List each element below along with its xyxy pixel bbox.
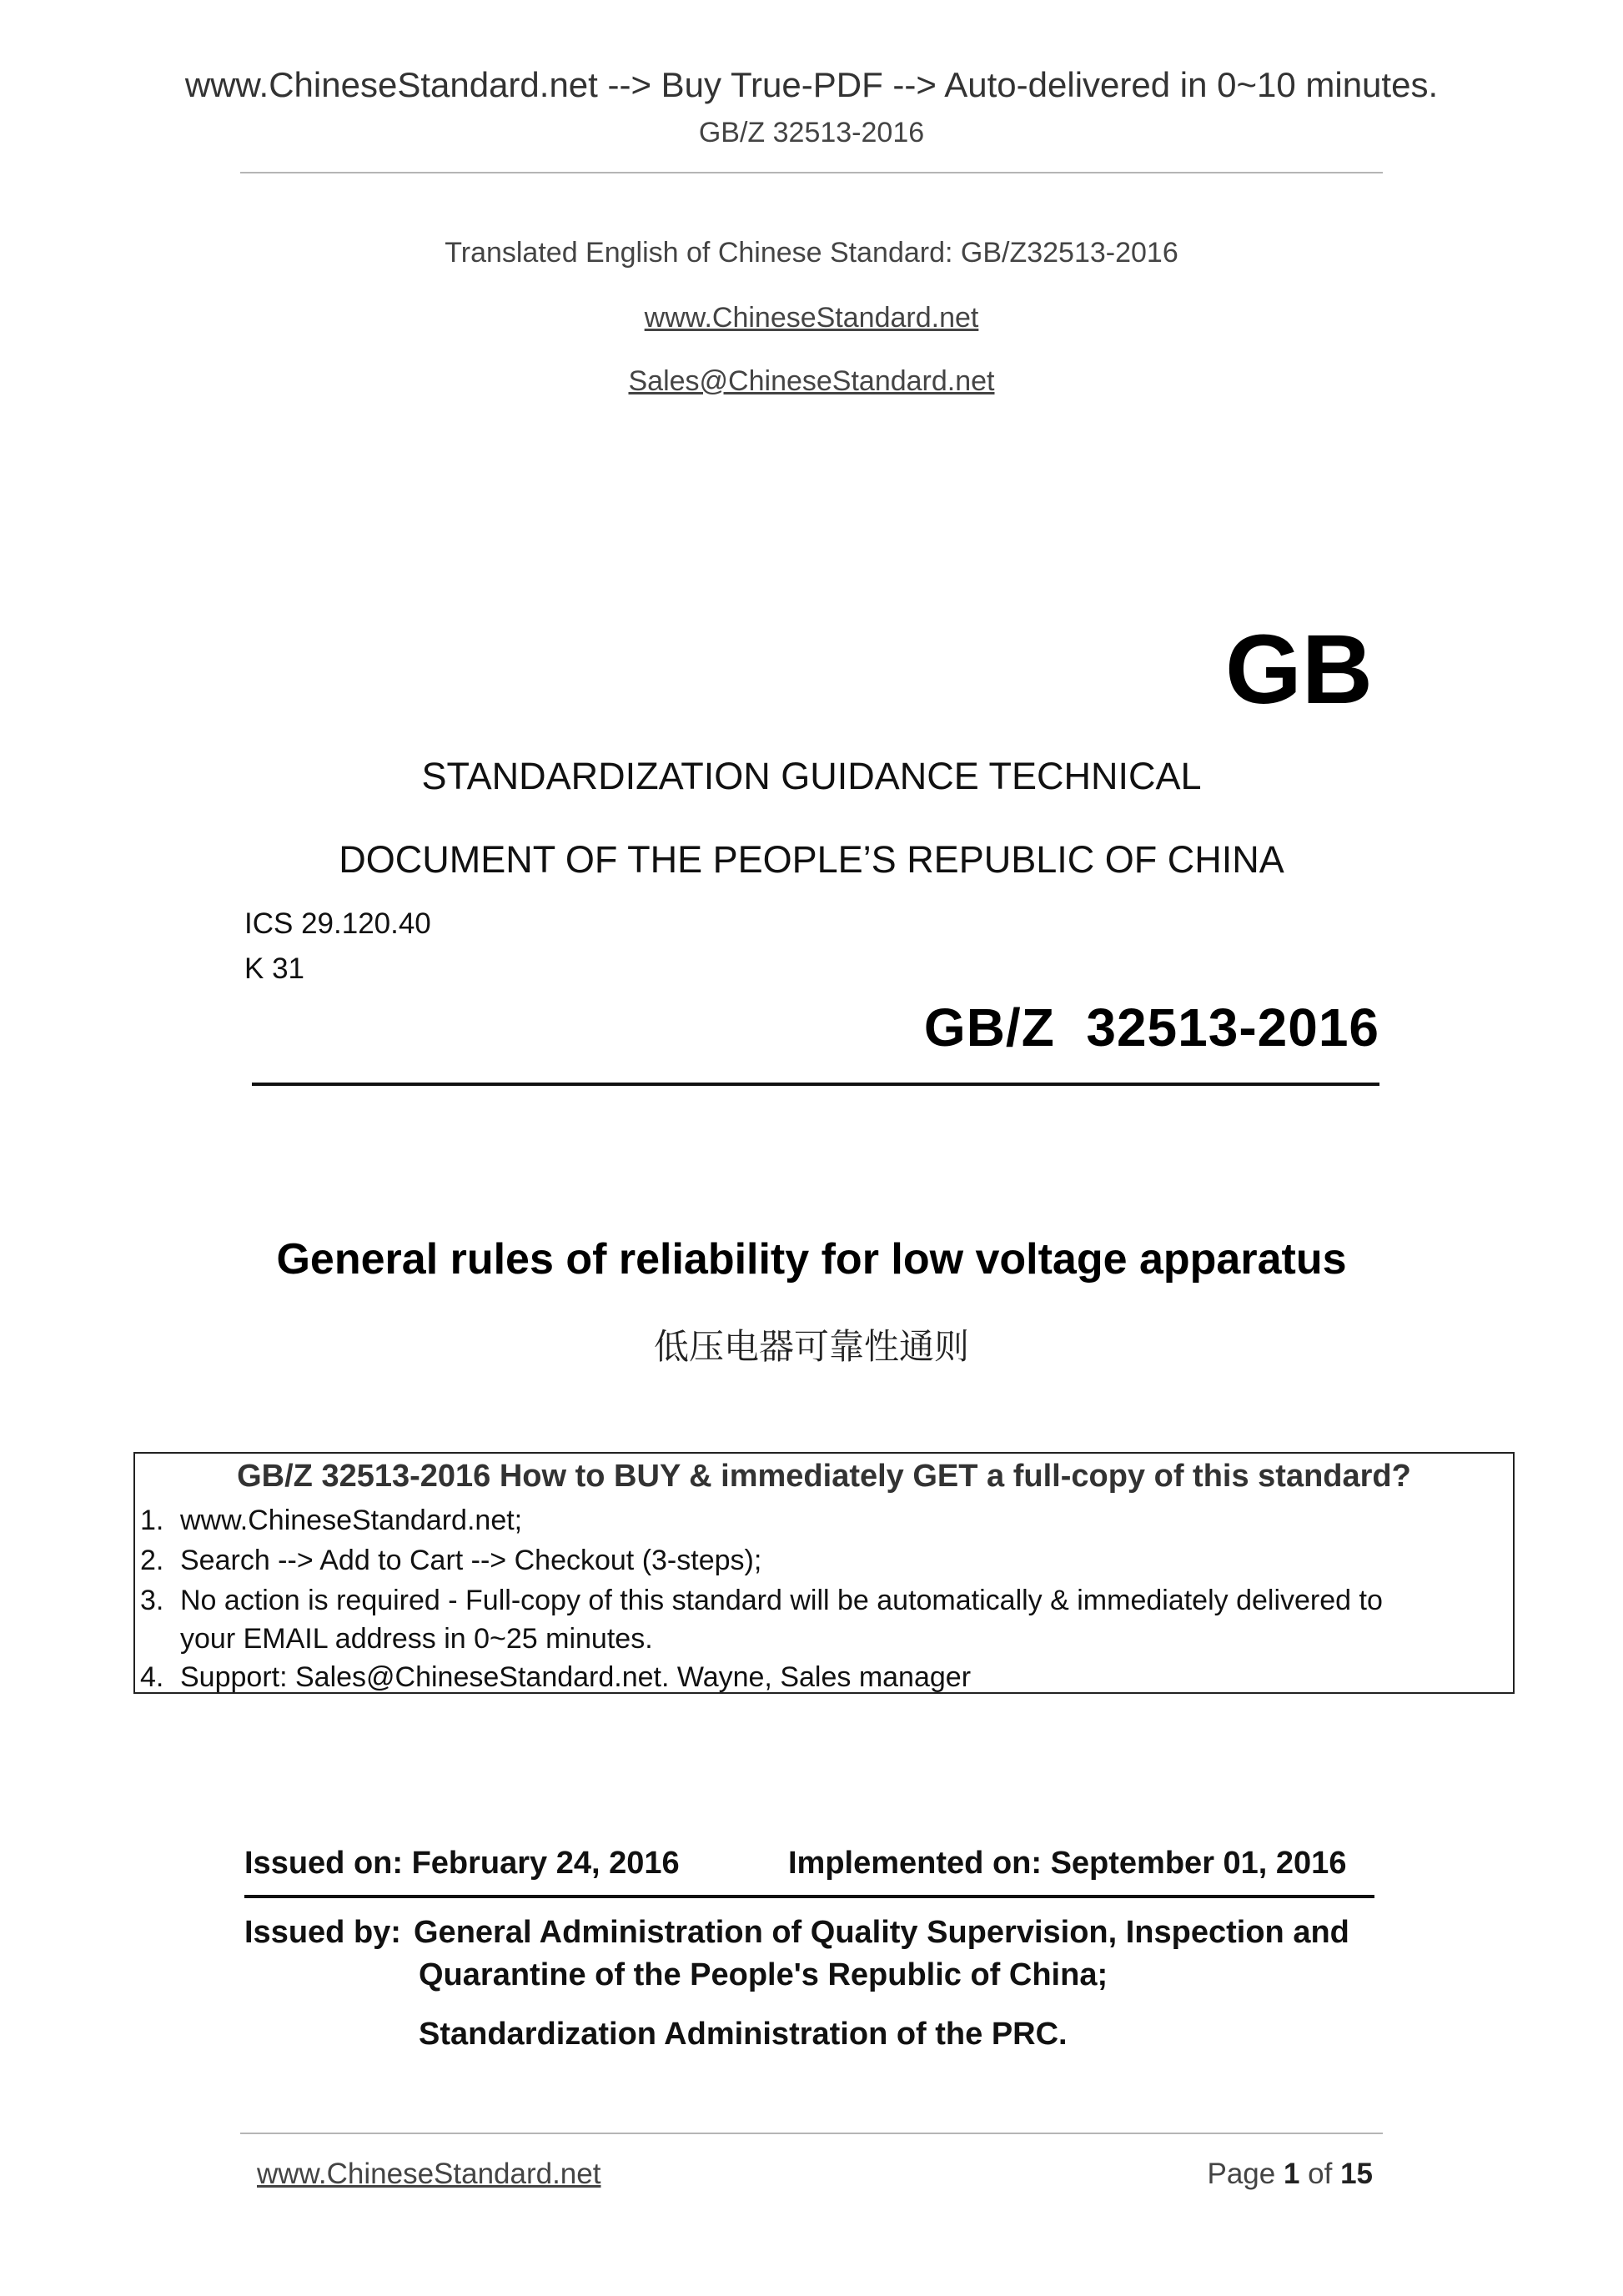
footer-website-link[interactable]: www.ChineseStandard.net	[257, 2158, 601, 2190]
header-promo: www.ChineseStandard.net --> Buy True-PDF --> Auto-delivered in 0~10 minutes.	[184, 65, 1439, 104]
step-text: No action is required - Full-copy of this standard will be automatically & immediately delivered to	[180, 1585, 1383, 1616]
issued-by-line-3: Standardization Administration of the PRC.	[419, 2017, 1068, 2052]
implemented-on: Implemented on: September 01, 2016	[788, 1846, 1347, 1881]
page-prefix: Page	[1207, 2158, 1284, 2190]
header-divider	[240, 172, 1383, 173]
buy-step	[140, 1580, 1383, 1620]
website-link-wrapper	[0, 302, 1623, 334]
email-link-wrapper	[0, 365, 1623, 398]
page-number	[1207, 2158, 1373, 2191]
step-text: Support: Sales@ChineseStandard.net. Wayne, Sales manager	[180, 1661, 972, 1693]
buy-step	[140, 1657, 971, 1697]
doc-type-line-1: STANDARDIZATION GUIDANCE TECHNICAL	[421, 755, 1202, 797]
page-current: 1	[1283, 2158, 1300, 2190]
issue-divider	[244, 1895, 1374, 1898]
buy-instructions-box	[133, 1452, 1515, 1694]
title-english: General rules of reliability for low voltage apparatus	[276, 1235, 1347, 1284]
page-total: 15	[1340, 2158, 1373, 2190]
step-number: 3.	[140, 1585, 164, 1616]
code-divider	[252, 1083, 1379, 1086]
footer-divider	[240, 2133, 1383, 2134]
page-of: of	[1299, 2158, 1341, 2190]
buy-step	[140, 1500, 522, 1540]
step-text: Search --> Add to Cart --> Checkout (3-steps);	[180, 1545, 762, 1576]
doc-type-line-2: DOCUMENT OF THE PEOPLE’S REPUBLIC OF CHINA	[339, 838, 1284, 881]
title-chinese: 低压电器可靠性通则	[653, 1326, 969, 1367]
ccs-code: K 31	[244, 952, 304, 985]
issued-on: Issued on: February 24, 2016	[244, 1846, 680, 1881]
issued-by-line-2: Quarantine of the People's Republic of China;	[419, 1957, 1108, 1992]
standard-code: GB/Z 32513-2016	[923, 997, 1379, 1058]
buy-step	[140, 1540, 761, 1580]
step-number: 2.	[140, 1545, 164, 1576]
translated-notice: Translated English of Chinese Standard: GB/Z32513-2016	[445, 237, 1178, 269]
ics-code: ICS 29.120.40	[244, 907, 431, 940]
issued-by-label: Issued by:	[244, 1915, 401, 1950]
step-text[interactable]: www.ChineseStandard.net;	[180, 1505, 523, 1536]
buy-step-continuation	[140, 1619, 653, 1659]
step-number: 1.	[140, 1505, 164, 1536]
gb-mark: GB	[1225, 615, 1373, 725]
website-link[interactable]: www.ChineseStandard.net	[644, 302, 979, 334]
issued-by-line-1: General Administration of Quality Supervision, Inspection and	[414, 1915, 1349, 1950]
email-link[interactable]: Sales@ChineseStandard.net	[628, 365, 995, 397]
buy-heading: GB/Z 32513-2016 How to BUY & immediately GET a full-copy of this standard?	[237, 1459, 1411, 1494]
step-text-continued: your EMAIL address in 0~25 minutes.	[180, 1623, 653, 1655]
step-number: 4.	[140, 1661, 164, 1693]
header-standard-code: GB/Z 32513-2016	[698, 117, 925, 148]
